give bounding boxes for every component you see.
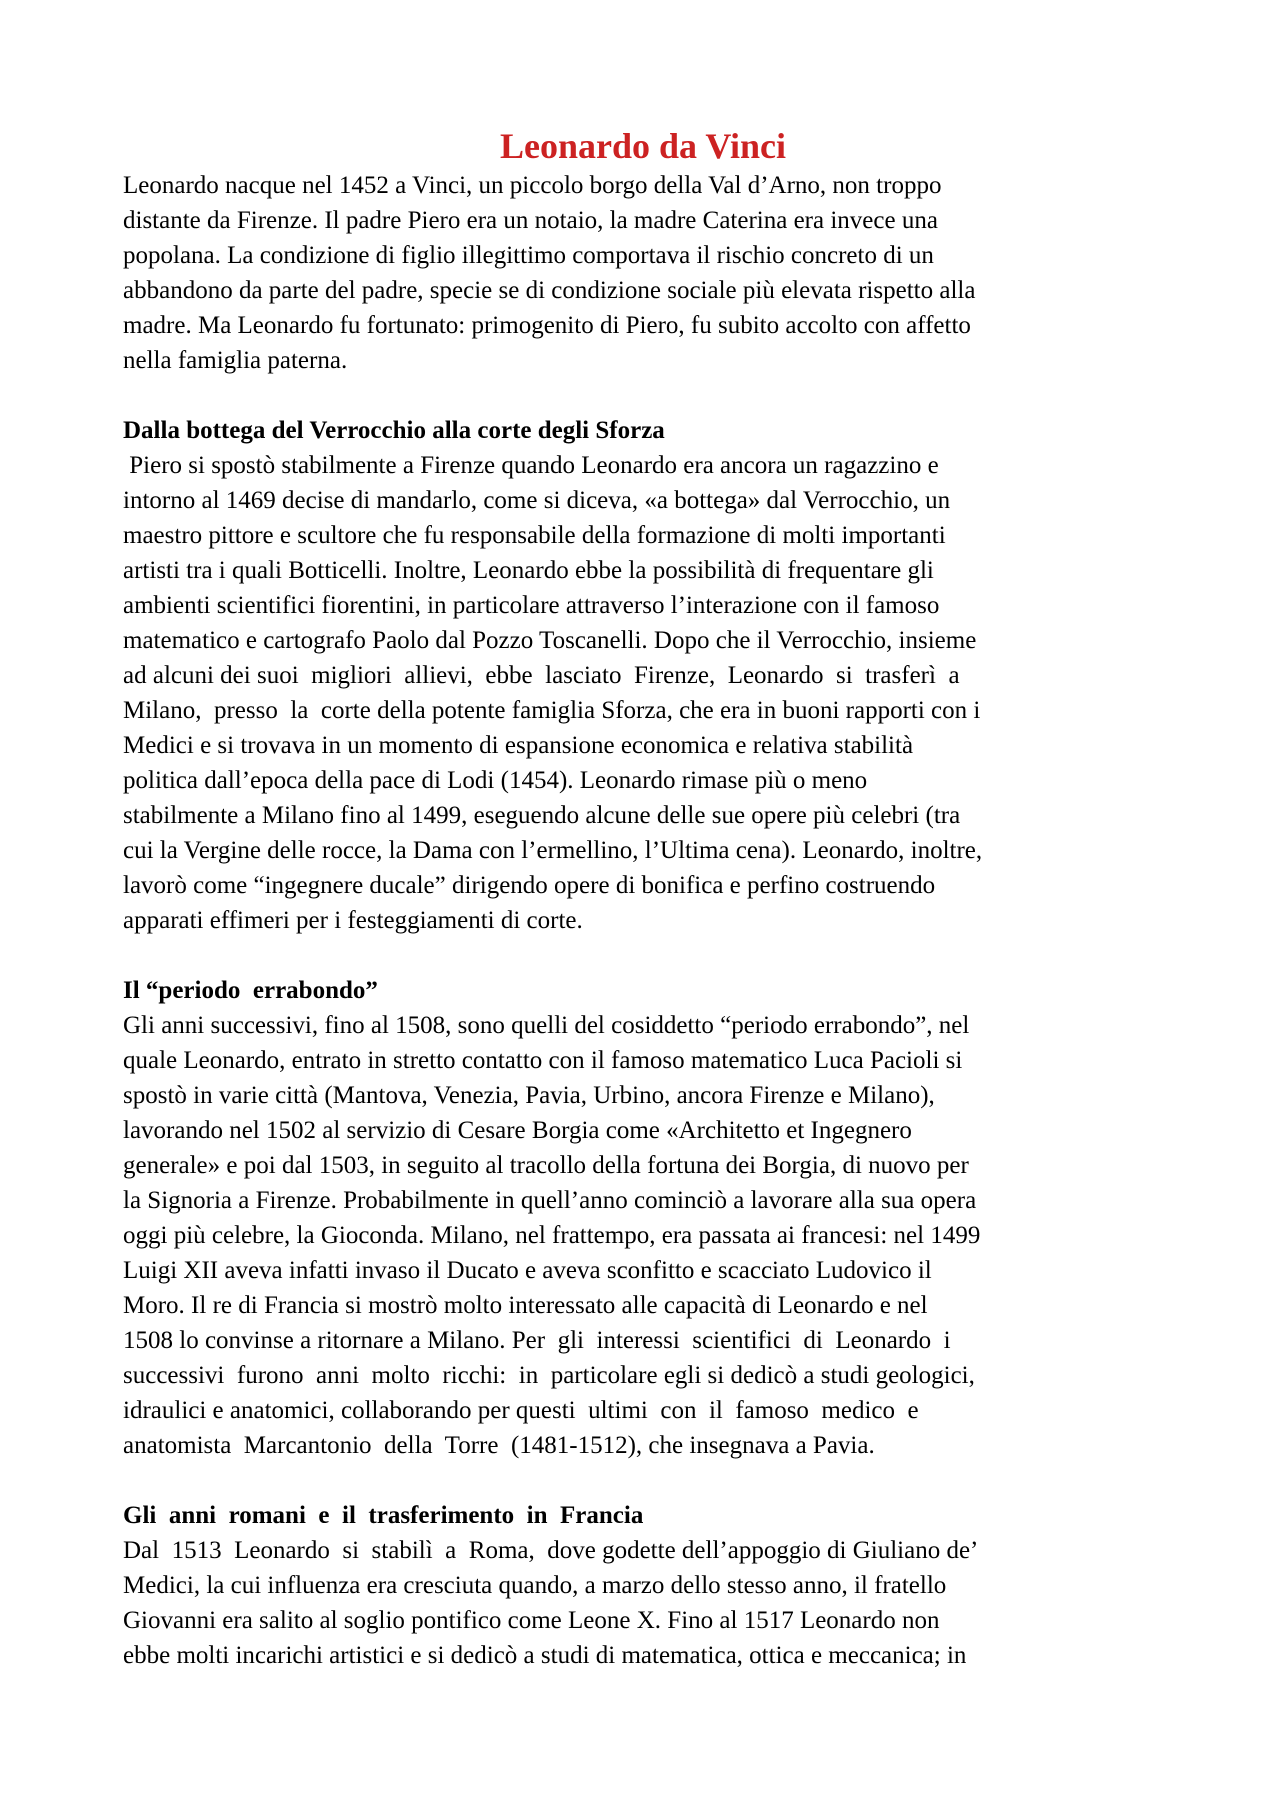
text-line: ebbe molti incarichi artistici e si dedicò a studi di matematica, ottica e meccanica; in	[123, 1642, 967, 1669]
document-page	[123, 124, 1163, 1673]
text-line: Milano, presso la corte della potente famiglia Sforza, che era in buoni rapporti con i	[123, 697, 981, 724]
intro-paragraph	[123, 168, 1163, 378]
paragraph-spacer	[123, 938, 1163, 973]
text-line: Medici e si trovava in un momento di espansione economica e relativa stabilità	[123, 732, 914, 759]
text-line: idraulici e anatomici, collaborando per questi ultimi con il famoso medico e	[123, 1397, 919, 1424]
text-line: oggi più celebre, la Gioconda. Milano, nel frattempo, era passata ai francesi: nel 1499	[123, 1222, 981, 1249]
text-line: apparati effimeri per i festeggiamenti di corte.	[123, 907, 583, 934]
paragraph-spacer	[123, 1463, 1163, 1498]
text-line: lavorò come “ingegnere ducale” dirigendo opere di bonifica e perfino costruendo	[123, 872, 936, 899]
text-line: cui la Vergine delle rocce, la Dama con l’ermellino, l’Ultima cena). Leonardo, inoltre,	[123, 837, 983, 864]
text-line: successivi furono anni molto ricchi: in particolare egli si dedicò a studi geologici,	[123, 1362, 975, 1389]
text-line: spostò in varie città (Mantova, Venezia, Pavia, Urbino, ancora Firenze e Milano),	[123, 1082, 935, 1109]
document-title: Leonardo da Vinci	[499, 126, 787, 166]
section-periodo-errabondo	[123, 973, 1163, 1463]
text-line: politica dall’epoca della pace di Lodi (1454). Leonardo rimase più o meno	[123, 767, 868, 794]
text-line: madre. Ma Leonardo fu fortunato: primogenito di Piero, fu subito accolto con affetto	[123, 312, 971, 339]
text-line: Luigi XII aveva infatti invaso il Ducato e aveva sconfitto e scacciato Ludovico il	[123, 1257, 932, 1284]
text-line: 1508 lo convinse a ritornare a Milano. Per gli interessi scientifici di Leonardo i	[123, 1327, 951, 1354]
text-line: intorno al 1469 decise di mandarlo, come si diceva, «a bottega» dal Verrocchio, un	[123, 487, 951, 514]
text-line: Leonardo nacque nel 1452 a Vinci, un piccolo borgo della Val d’Arno, non troppo	[123, 172, 942, 199]
text-line: Moro. Il re di Francia si mostrò molto interessato alle capacità di Leonardo e nel	[123, 1292, 928, 1319]
text-line: ambienti scientifici fiorentini, in particolare attraverso l’interazione con il famoso	[123, 592, 940, 619]
text-line: abbandono da parte del padre, specie se di condizione sociale più elevata rispetto alla	[123, 277, 976, 304]
text-line: Dal 1513 Leonardo si stabilì a Roma, dove godette dell’appoggio di Giuliano de’	[123, 1537, 979, 1564]
section-heading: Gli anni romani e il trasferimento in Francia	[123, 1502, 644, 1529]
text-line: Piero si spostò stabilmente a Firenze quando Leonardo era ancora un ragazzino e	[123, 452, 939, 479]
text-line: matematico e cartografo Paolo dal Pozzo Toscanelli. Dopo che il Verrocchio, insieme	[123, 627, 977, 654]
text-line: la Signoria a Firenze. Probabilmente in quell’anno cominciò a lavorare alla sua opera	[123, 1187, 977, 1214]
text-line: anatomista Marcantonio della Torre (1481-1512), che insegnava a Pavia.	[123, 1432, 875, 1459]
text-line: generale» e poi dal 1503, in seguito al tracollo della fortuna dei Borgia, di nuovo per	[123, 1152, 969, 1179]
section-heading: Il “periodo errabondo”	[123, 977, 378, 1004]
text-line: Giovanni era salito al soglio pontifico come Leone X. Fino al 1517 Leonardo non	[123, 1607, 940, 1634]
text-line: maestro pittore e scultore che fu responsabile della formazione di molti importanti	[123, 522, 946, 549]
section-heading: Dalla bottega del Verrocchio alla corte degli Sforza	[123, 417, 665, 444]
text-line: distante da Firenze. Il padre Piero era un notaio, la madre Caterina era invece una	[123, 207, 938, 234]
section-anni-romani	[123, 1498, 1163, 1673]
text-line: stabilmente a Milano fino al 1499, eseguendo alcune delle sue opere più celebri (tra	[123, 802, 961, 829]
text-line: quale Leonardo, entrato in stretto contatto con il famoso matematico Luca Pacioli si	[123, 1047, 963, 1074]
text-line: Gli anni successivi, fino al 1508, sono quelli del cosiddetto “periodo errabondo”, nel	[123, 1012, 970, 1039]
text-line: lavorando nel 1502 al servizio di Cesare Borgia come «Architetto et Ingegnero	[123, 1117, 912, 1144]
text-line: artisti tra i quali Botticelli. Inoltre, Leonardo ebbe la possibilità di frequentare gli	[123, 557, 934, 584]
section-verrocchio-sforza	[123, 413, 1163, 938]
text-line: nella famiglia paterna.	[123, 347, 348, 374]
text-line: ad alcuni dei suoi migliori allievi, ebbe lasciato Firenze, Leonardo si trasferì a	[123, 662, 960, 689]
paragraph-spacer	[123, 378, 1163, 413]
text-line: popolana. La condizione di figlio illegittimo comportava il rischio concreto di un	[123, 242, 934, 269]
text-line: Medici, la cui influenza era cresciuta quando, a marzo dello stesso anno, il fratello	[123, 1572, 947, 1599]
